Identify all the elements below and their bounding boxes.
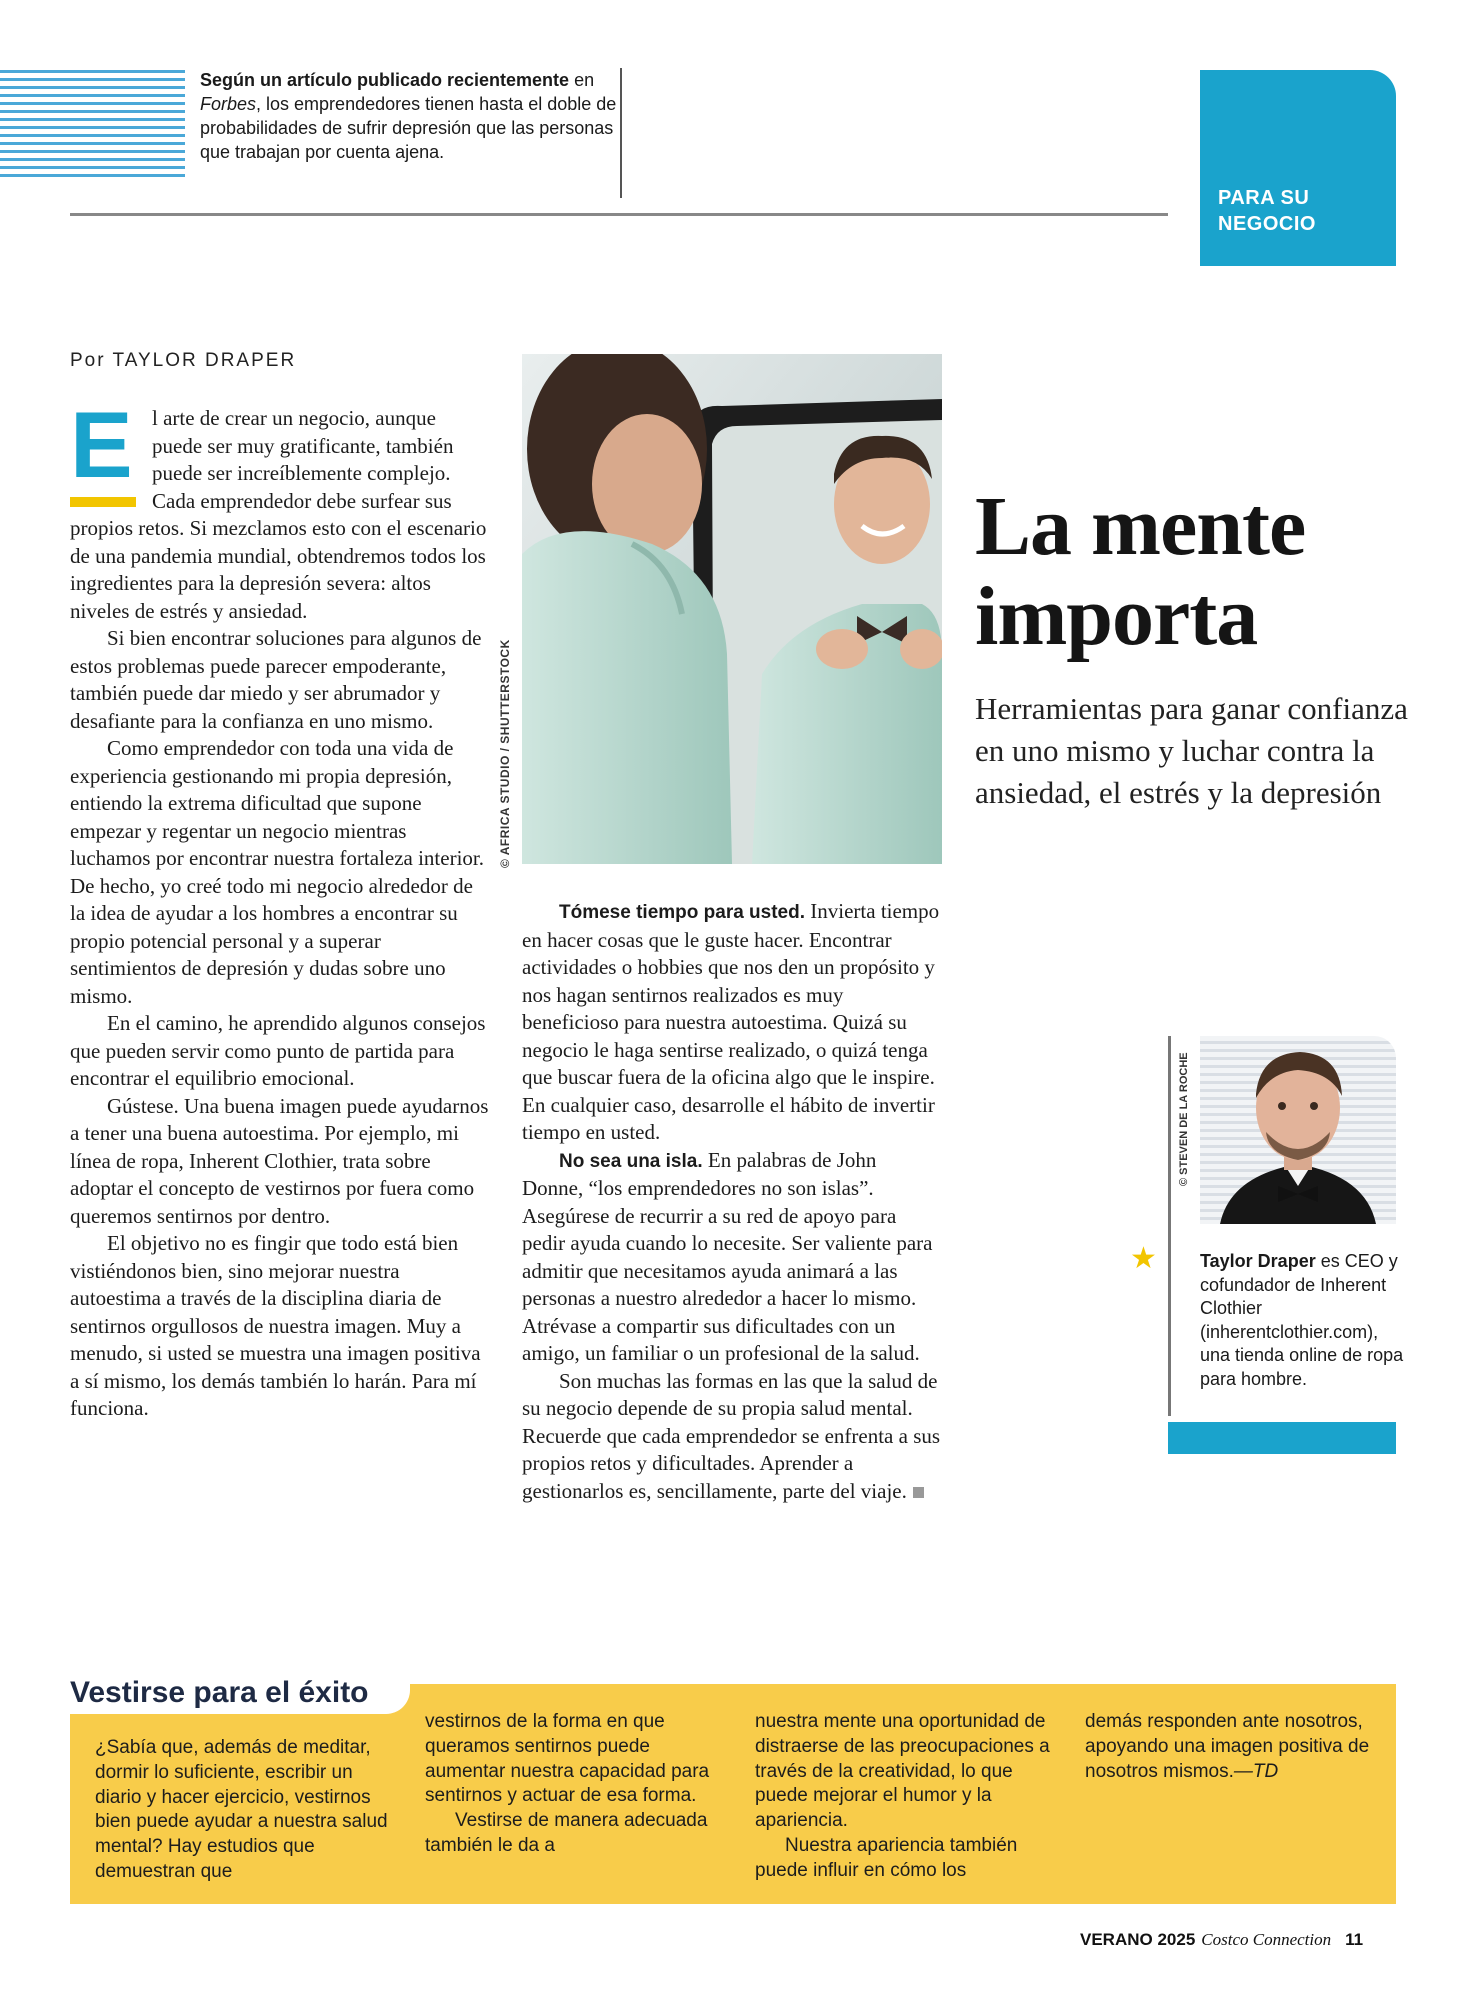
sidebar-column-3	[755, 1710, 1055, 1884]
sidebar-title: Vestirse para el éxito	[70, 1676, 369, 1709]
pull-quote-divider	[620, 68, 622, 198]
headline-line1: La mente	[975, 480, 1306, 573]
footer-magazine: Costco Connection	[1201, 1930, 1332, 1949]
author-name: Taylor Draper	[1200, 1251, 1316, 1271]
pull-quote-pre: en	[574, 70, 595, 90]
headline	[975, 482, 1395, 662]
sidebar-text-4	[1085, 1710, 1375, 1784]
sidebar-text-2a: vestirnos de la forma en que queramos sentirnos puede aumentar nuestra capacidad para sentirnos y actuar de esa forma.	[425, 1711, 710, 1807]
subheadline: Herramientas para ganar confianza en uno mismo y luchar contra la ansiedad, el estrés y la depresión	[975, 691, 1408, 810]
section-tab-line1: PARA SU	[1218, 187, 1310, 209]
drop-cap	[70, 392, 142, 499]
article-paragraph-3: Como emprendedor con toda una vida de experiencia gestionando mi propia depresión, entiendo la extrema dificultad que supone empezar y regentar un negocio mientras luchamos por encontrar nuestra fortaleza interior. De hecho, yo creé todo mi negocio alrededor de la idea de ayudar a los hombres a encontrar su propio potencial personal y a superar sentimientos de depresión y dudas sobre uno mismo.	[70, 736, 484, 1008]
author-box-accent-bar	[1168, 1422, 1396, 1454]
tip-body-island: En palabras de John Donne, “los emprendedores no son islas”. Asegúrese de recurrir a su red de apoyo para pedir ayuda cuando lo necesite. Ser valiente para admitir que necesitamos ayuda animará a las personas a nuestro alrededor a hacer lo mismo. Atrévase a compartir sus dificultades con un amigo, un familiar o un profesional de la salud.	[522, 1147, 933, 1365]
closing-text: Son muchas las formas en las que la salud de su negocio depende de su propia salud mental. Recuerde que cada emprendedor se enfrenta a sus propios retos y dificultades. Aprender a gestionarlos es, sencillamente, parte del viaje.	[522, 1368, 941, 1503]
article-paragraph-1: l arte de crear un negocio, aunque puede ser muy gratificante, también puede ser increíblemente complejo. Cada emprendedor debe surfear sus propios retos. Si mezclamos esto con el escenario de una pandemia mundial, obtendremos todos los ingredientes para la depresión severa: altos niveles de estrés y ansiedad.	[70, 406, 487, 623]
author-portrait-illustration	[1200, 1036, 1396, 1224]
sidebar-column-2	[425, 1710, 725, 1859]
article-paragraph-9	[522, 1368, 942, 1506]
drop-cap-underline	[70, 497, 136, 507]
pull-quote	[200, 68, 620, 164]
byline: Por TAYLOR DRAPER	[70, 350, 297, 371]
footer-season: VERANO 2025	[1080, 1930, 1196, 1949]
sidebar-text-1: ¿Sabía que, además de meditar, dormir lo suficiente, escribir un diario y hacer ejercicio, vestirnos bien puede ayudar a nuestra salud mental? Hay estudios que demuestran que	[95, 1737, 388, 1882]
article-paragraph-7	[522, 898, 942, 1147]
article-paragraph-8	[522, 1147, 942, 1368]
sidebar-text-4-body: demás responden ante nosotros, apoyando una imagen positiva de nosotros mismos.	[1085, 1711, 1370, 1782]
pull-quote-source: Forbes	[200, 94, 257, 114]
header-rule	[70, 213, 1168, 216]
sidebar-column-1	[95, 1736, 400, 1885]
pull-quote-bold: Según un artículo publicado recientemente	[200, 70, 570, 90]
article-column-2	[522, 898, 942, 1505]
page-number: 11	[1345, 1930, 1364, 1949]
author-photo-credit: © STEVEN DE LA ROCHE	[1178, 1052, 1190, 1186]
star-icon: ★	[1130, 1242, 1157, 1275]
article-photo-man-mirror	[522, 354, 942, 864]
photo-credit: © AFRICA STUDIO / SHUTTERSTOCK	[498, 639, 512, 868]
drop-cap-letter: E	[70, 392, 133, 497]
end-mark-icon	[913, 1487, 924, 1498]
sidebar-text-3b: Nuestra apariencia también puede influir en cómo los	[755, 1834, 1018, 1881]
sidebar-column-4	[1085, 1710, 1375, 1784]
author-bio-text: es CEO y cofundador de Inherent Clothier (inherentclothier.com), una tienda online de ropa para hombre.	[1200, 1251, 1404, 1389]
sidebar-signature: —TD	[1233, 1760, 1279, 1782]
section-tab-label	[1218, 185, 1316, 237]
decorative-stripes	[0, 70, 185, 182]
tip-lead-island: No sea una isla.	[559, 1150, 703, 1172]
section-tab	[1200, 70, 1396, 266]
article-paragraph-6: El objetivo no es fingir que todo está bien vistiéndonos bien, sino mejorar nuestra autoestima a través de la disciplina diaria de sentirnos orgullosos de nuestra imagen. Muy a menudo, si usted se muestra una imagen positiva a sí mismo, los demás también lo harán. Para mí funciona.	[70, 1231, 481, 1420]
tip-body-time: Invierta tiempo en hacer cosas que le guste hacer. Encontrar actividades o hobbies que nos den un propósito y nos hagan sentirnos realizados es muy beneficioso para nuestra autoestima. Quizá su negocio le haga sentirse realizado, o quizá tenga que buscar fuera de la oficina algo que le inspire. En cualquier caso, desarrolle el hábito de invertir tiempo en usted.	[522, 899, 940, 1144]
author-box-rule	[1168, 1036, 1171, 1416]
tip-lead-time: Tómese tiempo para usted.	[559, 902, 806, 923]
article-column-1	[70, 392, 490, 1423]
author-portrait	[1200, 1036, 1396, 1224]
headline-line2: importa	[975, 570, 1258, 663]
author-bio	[1200, 1250, 1405, 1391]
sidebar-text-2b: Vestirse de manera adecuada también le da a	[425, 1810, 708, 1856]
page-footer	[1080, 1930, 1363, 1950]
article-paragraph-4: En el camino, he aprendido algunos consejos que pueden servir como punto de partida para encontrar el equilibrio emocional.	[70, 1011, 486, 1090]
section-tab-line2: NEGOCIO	[1218, 213, 1316, 235]
sidebar-text-3a: nuestra mente una oportunidad de distraerse de las preocupaciones a través de la creatividad, lo que puede mejorar el humor y la apariencia.	[755, 1711, 1050, 1832]
pull-quote-rest: , los emprendedores tienen hasta el doble de probabilidades de sufrir depresión que las personas que trabajan por cuenta ajena.	[200, 94, 617, 162]
article-paragraph-5: Gústese. Una buena imagen puede ayudarnos a tener una buena autoestima. Por ejemplo, mi línea de ropa, Inherent Clothier, trata sobre adoptar el concepto de vestirnos por fuera como queremos sentirnos por dentro.	[70, 1093, 489, 1228]
article-paragraph-2: Si bien encontrar soluciones para algunos de estos problemas puede parecer empoderante, también puede dar miedo y ser abrumador y desafiante para la confianza en uno mismo.	[70, 626, 482, 733]
mirror-photo-illustration	[522, 354, 942, 864]
